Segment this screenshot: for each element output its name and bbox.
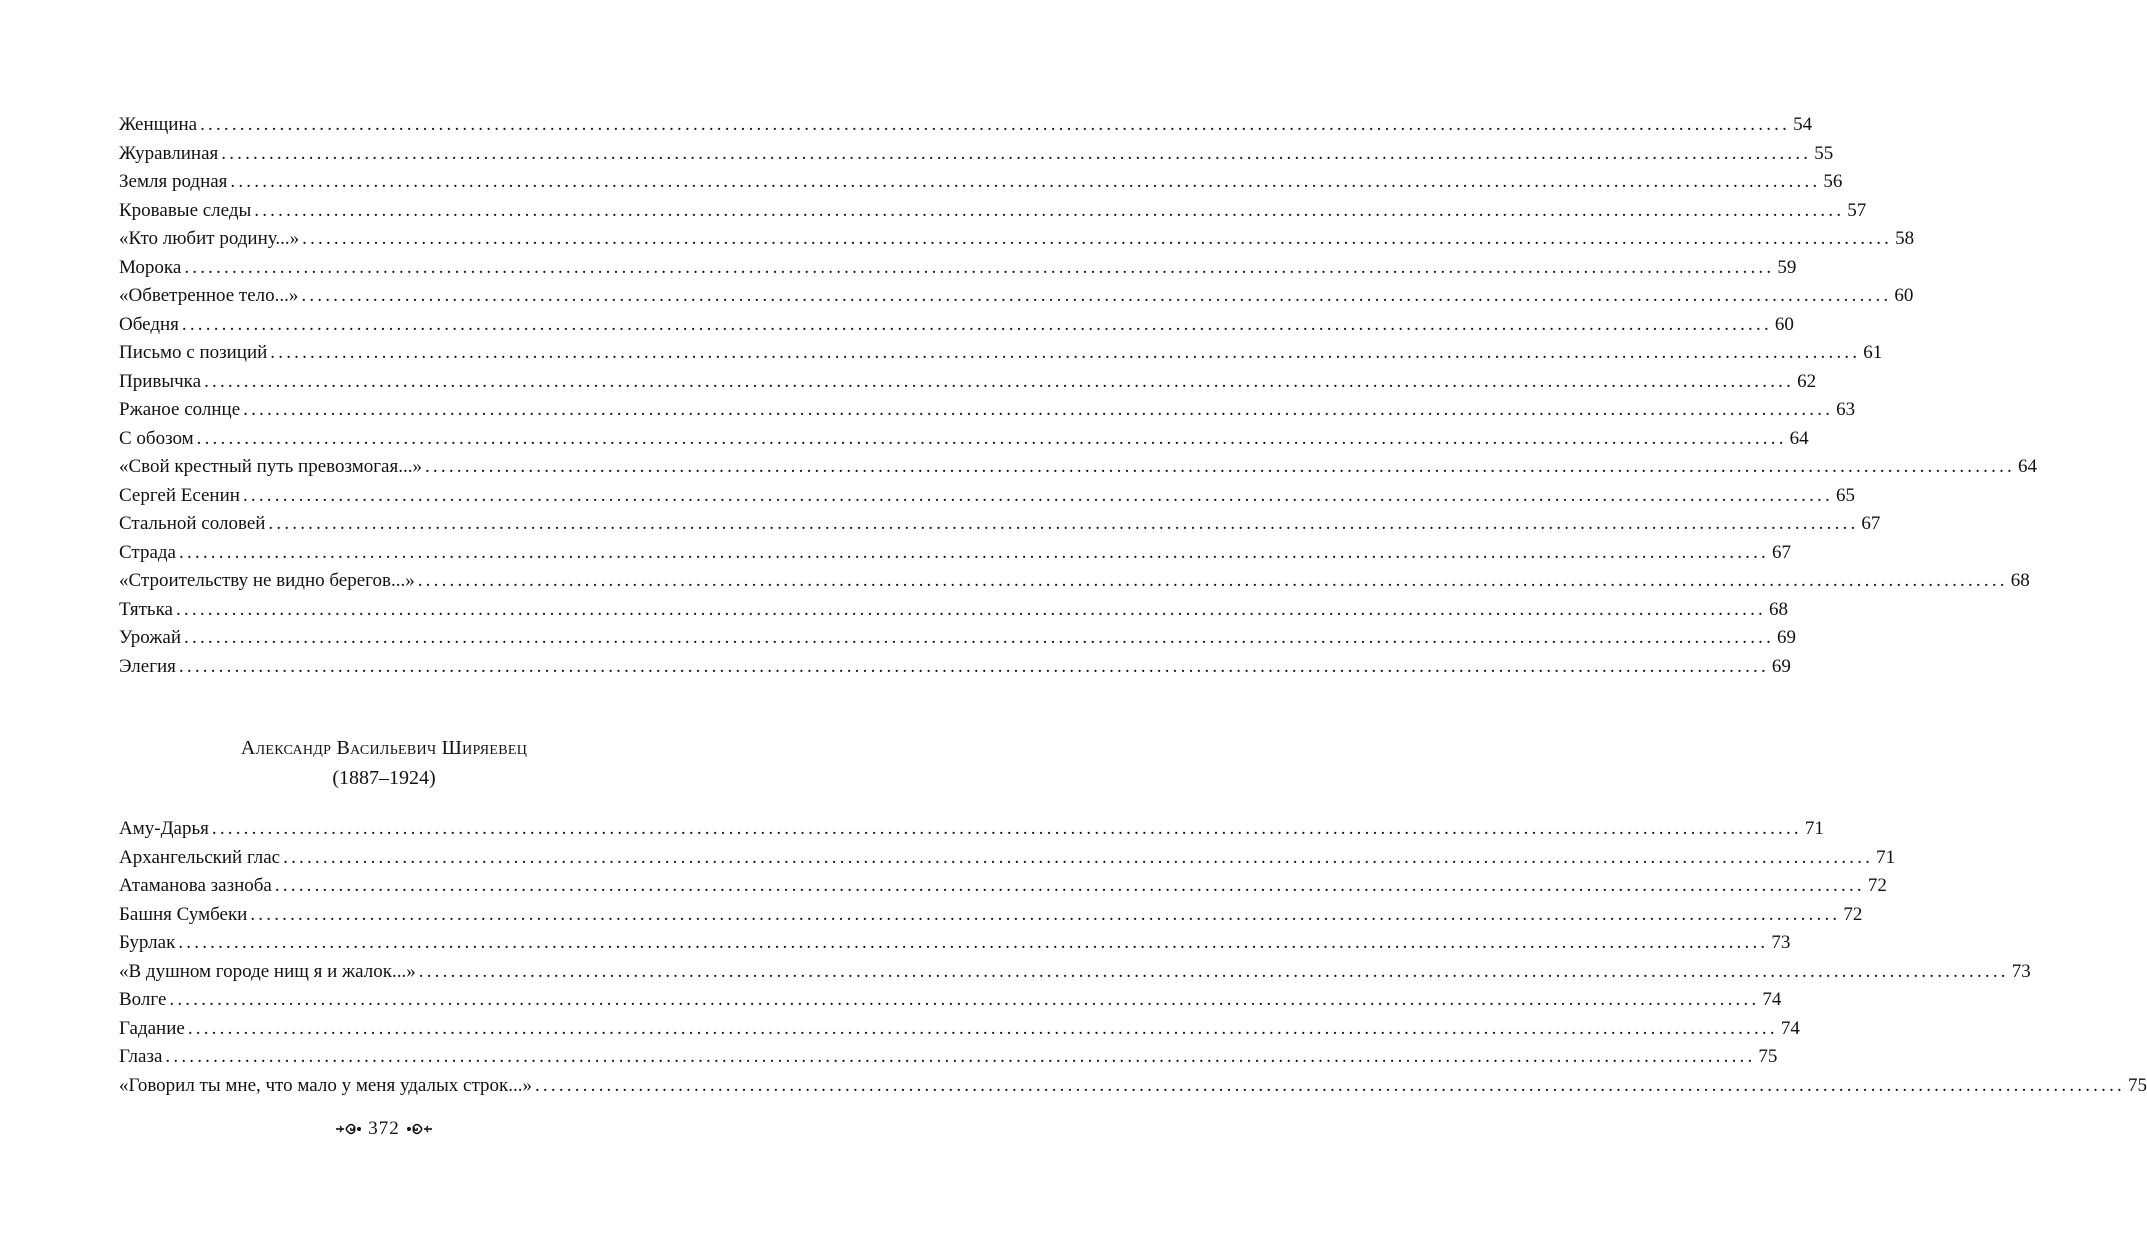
toc-entry <box>119 1043 1778 1072</box>
toc-entry-title: Аму-Дарья <box>119 818 209 839</box>
toc-entry-title: Атаманова зазноба <box>119 875 272 896</box>
dot-leader: ........................................................................................................................................................................................................ <box>283 846 1874 868</box>
dot-leader: ........................................................................................................................................................................................................ <box>301 285 1892 306</box>
toc-entry-title: Волге <box>119 989 167 1010</box>
dot-leader: ........................................................................................................................................................................................................ <box>274 875 1865 896</box>
toc-entry-title: «В душном городе нищ я и жалок...» <box>119 960 416 982</box>
dot-leader: ........................................................................................................................................................................................................ <box>184 256 1775 278</box>
toc-entry-page: 63 <box>1836 399 1856 420</box>
page-number: 372 <box>368 1118 400 1139</box>
contents-list-bottom <box>119 815 2147 1100</box>
toc-entry-page: 68 <box>2010 570 2030 591</box>
toc-entry-title: Кровавые следы <box>119 199 252 221</box>
toc-entry <box>119 111 1813 140</box>
toc-entry <box>119 311 1794 340</box>
toc-entry <box>119 567 2030 596</box>
dot-leader: ........................................................................................................................................................................................................ <box>200 114 1791 135</box>
toc-entry-page: 57 <box>1847 199 1867 221</box>
toc-entry-title: Элегия <box>119 655 176 677</box>
dot-leader: ........................................................................................................................................................................................................ <box>221 142 1812 164</box>
dot-leader: ........................................................................................................................................................................................................ <box>268 513 1859 534</box>
dot-leader: ........................................................................................................................................................................................................ <box>181 313 1772 335</box>
dot-leader: ........................................................................................................................................................................................................ <box>178 655 1769 677</box>
toc-entry-title: «Свой крестный путь превозмогая...» <box>119 456 422 477</box>
toc-entry-title: Журавлиная <box>119 142 219 164</box>
toc-entry-title: Глаза <box>119 1046 163 1067</box>
contents-list-top <box>119 111 2037 681</box>
toc-entry-title: Тятька <box>119 598 173 620</box>
dot-leader: ........................................................................................................................................................................................................ <box>254 199 1845 221</box>
toc-entry-title: Архангельский глас <box>119 846 281 868</box>
toc-entry <box>119 539 1791 568</box>
toc-entry <box>119 453 2037 482</box>
toc-entry <box>119 1072 2147 1101</box>
dot-leader: ........................................................................................................................................................................................................ <box>211 818 1802 839</box>
dot-leader: ........................................................................................................................................................................................................ <box>250 903 1841 925</box>
toc-entry-page: 64 <box>2017 456 2037 477</box>
dot-leader: ........................................................................................................................................................................................................ <box>196 427 1787 449</box>
dot-leader: ........................................................................................................................................................................................................ <box>270 342 1861 363</box>
toc-entry-title: Морока <box>119 256 182 278</box>
dot-leader: ........................................................................................................................................................................................................ <box>165 1046 1756 1067</box>
dot-leader: ........................................................................................................................................................................................................ <box>175 598 1766 620</box>
page-folio <box>0 1118 768 1140</box>
toc-entry <box>119 901 1863 930</box>
toc-entry <box>119 425 1809 454</box>
toc-entry-title: С обозом <box>119 427 194 449</box>
toc-entry-title: Башня Сумбеки <box>119 903 248 925</box>
dot-leader: ........................................................................................................................................................................................................ <box>230 171 1821 192</box>
toc-entry <box>119 844 1896 873</box>
toc-entry-title: «Обветренное тело...» <box>119 285 299 306</box>
dot-leader: ........................................................................................................................................................................................................ <box>302 228 1893 249</box>
toc-entry-title: Урожай <box>119 627 182 648</box>
toc-entry-page: 62 <box>1797 370 1817 392</box>
toc-entry <box>119 653 1791 682</box>
toc-entry-title: Земля родная <box>119 171 228 192</box>
author-heading <box>0 733 768 793</box>
toc-entry-page: 61 <box>1863 342 1883 363</box>
toc-entry-title: «Говорил ты мне, что мало у меня удалых строк...» <box>119 1074 532 1096</box>
toc-entry-page: 72 <box>1867 875 1887 896</box>
author-years: (1887–1924) <box>332 767 436 789</box>
toc-entry-page: 67 <box>1861 513 1881 534</box>
toc-entry-page: 58 <box>1895 228 1915 249</box>
toc-entry-page: 75 <box>2127 1074 2147 1096</box>
toc-entry <box>119 254 1797 283</box>
dot-leader: ........................................................................................................................................................................................................ <box>204 370 1795 392</box>
toc-entry <box>119 368 1817 397</box>
toc-entry-page: 54 <box>1793 114 1813 135</box>
toc-entry-page: 64 <box>1789 427 1809 449</box>
toc-entry-page: 68 <box>1768 598 1788 620</box>
toc-entry-title: «Строительству не видно берегов...» <box>119 570 415 591</box>
dot-leader: ........................................................................................................................................................................................................ <box>187 1017 1778 1039</box>
toc-entry <box>119 596 1788 625</box>
toc-entry-title: Ржаное солнце <box>119 399 241 420</box>
toc-entry-title: Письмо с позиций <box>119 342 268 363</box>
toc-entry <box>119 872 1887 901</box>
toc-entry <box>119 624 1797 653</box>
dot-leader: ........................................................................................................................................................................................................ <box>242 484 1833 506</box>
toc-entry-page: 69 <box>1777 627 1797 648</box>
toc-entry-title: Женщина <box>119 114 198 135</box>
dot-leader: ........................................................................................................................................................................................................ <box>418 960 2009 982</box>
toc-entry-page: 55 <box>1814 142 1834 164</box>
toc-entry <box>119 168 1843 197</box>
toc-entry-page: 72 <box>1843 903 1863 925</box>
toc-entry-title: Обедня <box>119 313 179 335</box>
toc-entry-title: Стальной соловей <box>119 513 266 534</box>
dot-leader: ........................................................................................................................................................................................................ <box>169 989 1760 1010</box>
toc-entry-title: Гадание <box>119 1017 185 1039</box>
toc-entry <box>119 929 1791 958</box>
toc-entry-title: Страда <box>119 541 176 563</box>
toc-entry <box>119 197 1867 226</box>
toc-entry-page: 60 <box>1894 285 1914 306</box>
toc-entry-page: 65 <box>1835 484 1855 506</box>
toc-entry <box>119 225 1915 254</box>
dot-leader: ........................................................................................................................................................................................................ <box>179 541 1769 563</box>
toc-entry <box>119 1015 1800 1044</box>
toc-entry <box>119 958 2031 987</box>
toc-entry <box>119 282 1914 311</box>
dot-leader: ........................................................................................................................................................................................................ <box>243 399 1834 420</box>
toc-entry-page: 75 <box>1758 1046 1778 1067</box>
toc-entry-page: 67 <box>1772 541 1791 563</box>
author-name: Александр Васильевич Ширяевец <box>240 737 528 759</box>
toc-entry <box>119 815 1824 844</box>
toc-entry-page: 73 <box>2011 960 2031 982</box>
toc-entry-page: 74 <box>1780 1017 1800 1039</box>
toc-entry-page: 56 <box>1823 171 1843 192</box>
toc-entry-page: 71 <box>1876 846 1896 868</box>
toc-entry-page: 73 <box>1771 932 1791 953</box>
dot-leader: ........................................................................................................................................................................................................ <box>178 932 1769 953</box>
toc-entry-title: Сергей Есенин <box>119 484 240 506</box>
dot-leader: ........................................................................................................................................................................................................ <box>184 627 1775 648</box>
toc-entry <box>119 510 1881 539</box>
fleuron-ornament-icon <box>334 1120 364 1138</box>
fleuron-ornament-icon <box>404 1120 434 1138</box>
toc-entry-page: 71 <box>1804 818 1824 839</box>
toc-entry <box>119 339 1883 368</box>
dot-leader: ........................................................................................................................................................................................................ <box>417 570 2008 591</box>
dot-leader: ........................................................................................................................................................................................................ <box>534 1074 2125 1096</box>
toc-entry-title: Бурлак <box>119 932 176 953</box>
toc-entry <box>119 482 1855 511</box>
dot-leader: ........................................................................................................................................................................................................ <box>424 456 2015 477</box>
toc-entry-page: 59 <box>1777 256 1797 278</box>
toc-entry <box>119 140 1834 169</box>
toc-entry <box>119 986 1782 1015</box>
toc-entry-page: 60 <box>1774 313 1794 335</box>
toc-entry-page: 69 <box>1771 655 1791 677</box>
toc-entry <box>119 396 1856 425</box>
toc-entry-title: Привычка <box>119 370 202 392</box>
toc-entry-title: «Кто любит родину...» <box>119 228 300 249</box>
toc-entry-page: 74 <box>1762 989 1782 1010</box>
